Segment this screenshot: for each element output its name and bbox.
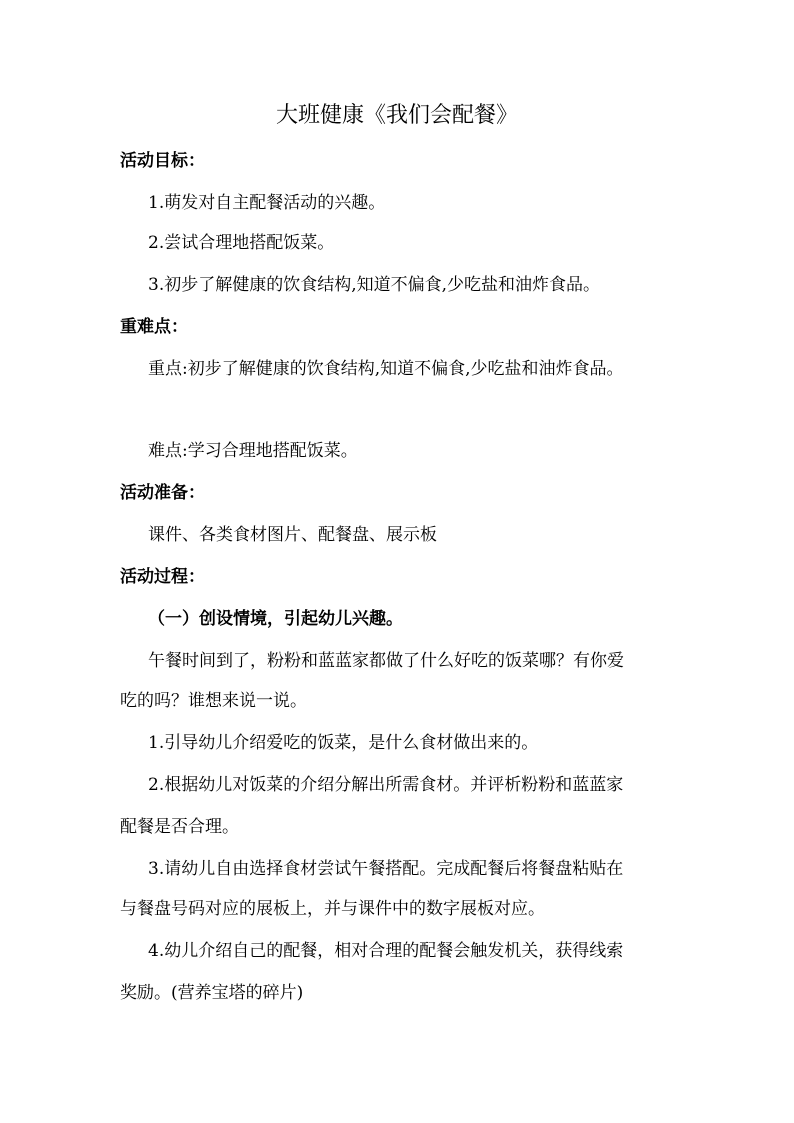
- step-1: 1.引导幼儿介绍爱吃的饭菜，是什么食材做出来的。: [148, 733, 539, 753]
- step-4-line-1: 4.幼儿介绍自己的配餐，相对合理的配餐会触发机关，获得线索: [148, 941, 624, 961]
- goals-heading: 活动目标：: [120, 151, 205, 171]
- step-4-line-2: 奖励。(营养宝塔的碎片): [120, 983, 304, 1003]
- goal-item-1: 1.萌发对自主配餐活动的兴趣。: [148, 193, 386, 213]
- step-3-line-1: 3.请幼儿自由选择食材尝试午餐搭配。完成配餐后将餐盘粘贴在: [148, 859, 624, 879]
- key-point-text: 重点:初步了解健康的饮食结构,知道不偏食,少吃盐和油炸食品。: [148, 359, 624, 379]
- intro-line-2: 吃的吗？谁想来说一说。: [120, 691, 307, 711]
- goal-item-2: 2.尝试合理地搭配饭菜。: [148, 233, 335, 253]
- difficult-point-text: 难点:学习合理地搭配饭菜。: [148, 441, 358, 461]
- step-2-line-1: 2.根据幼儿对饭菜的介绍分解出所需食材。并评析粉粉和蓝蓝家: [148, 775, 624, 795]
- step-2-line-2: 配餐是否合理。: [120, 817, 239, 837]
- key-points-heading: 重难点：: [120, 317, 188, 337]
- preparation-heading: 活动准备：: [120, 483, 205, 503]
- process-heading: 活动过程：: [120, 567, 205, 587]
- goal-item-3: 3.初步了解健康的饮食结构,知道不偏食,少吃盐和油炸食品。: [148, 275, 601, 295]
- step-3-line-2: 与餐盘号码对应的展板上，并与课件中的数字展板对应。: [120, 899, 545, 919]
- preparation-text: 课件、各类食材图片、配餐盘、展示板: [148, 525, 437, 545]
- intro-line-1: 午餐时间到了，粉粉和蓝蓝家都做了什么好吃的饭菜哪？有你爱: [148, 651, 624, 671]
- section1-title: （一）创设情境，引起幼儿兴趣。: [148, 609, 403, 629]
- page-title: 大班健康《我们会配餐》: [275, 103, 518, 128]
